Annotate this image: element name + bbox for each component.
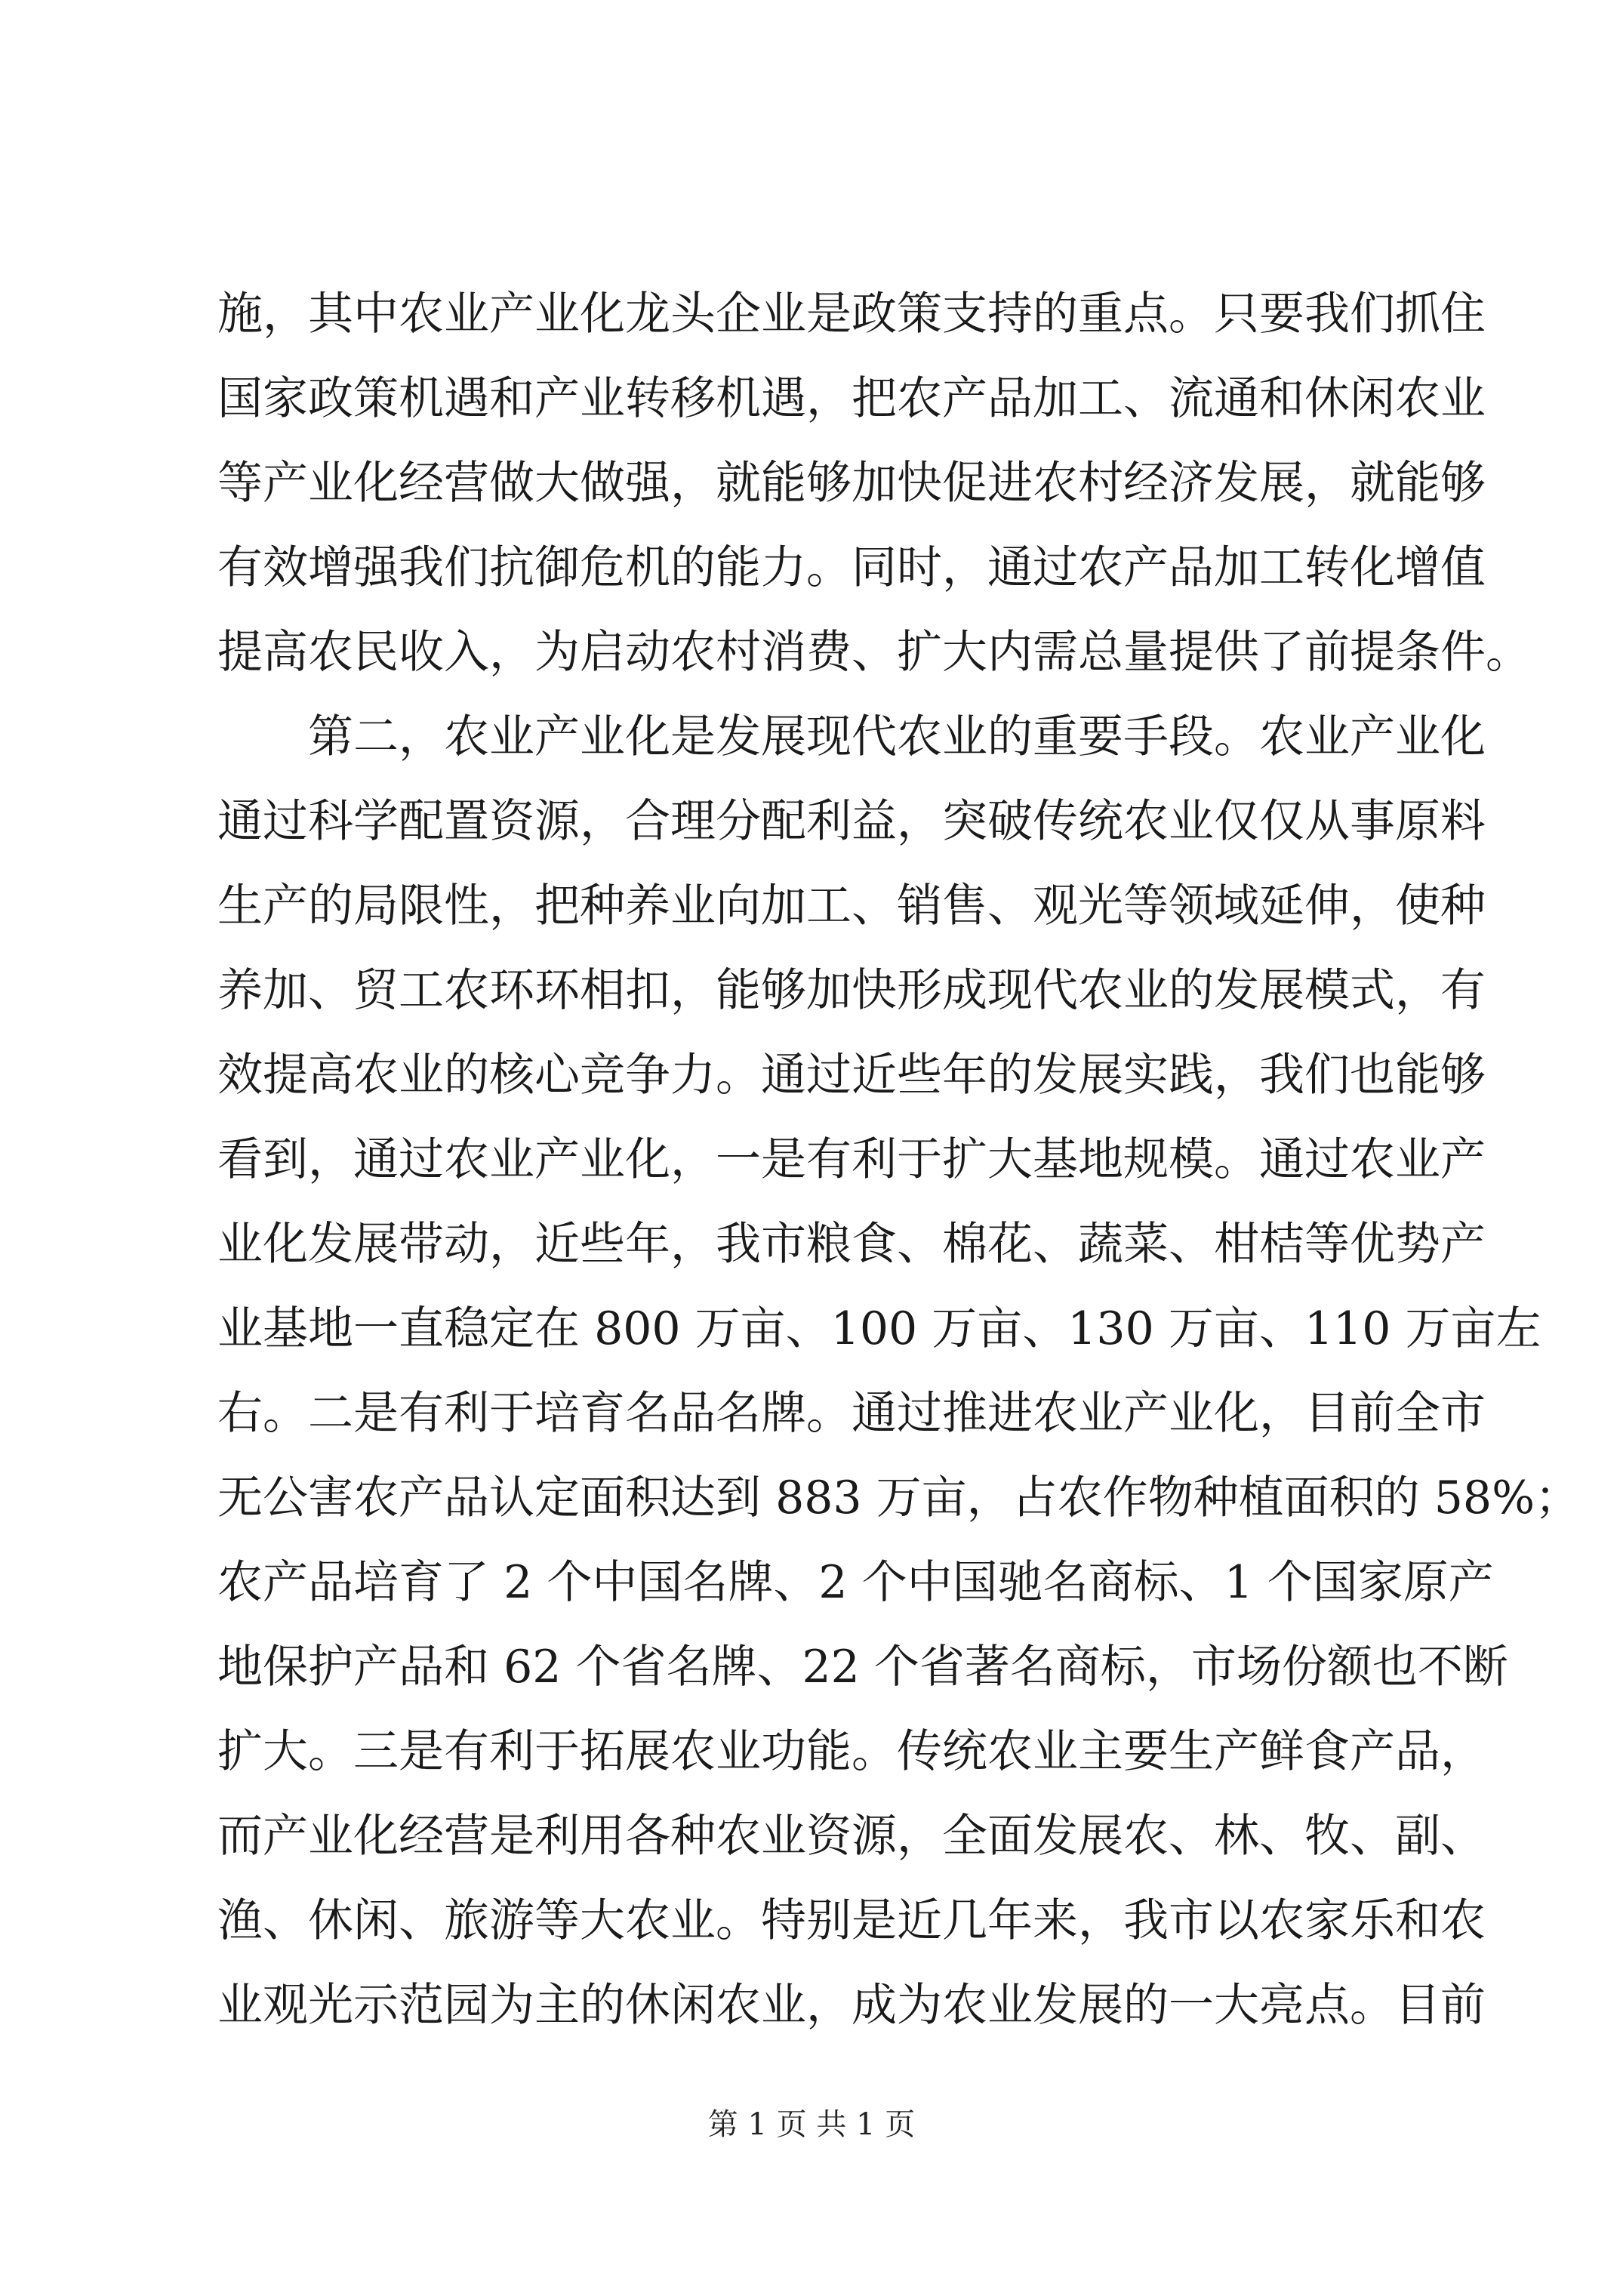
text-line: 扩大。三是有利于拓展农业功能。传统农业主要生产鲜食产品， bbox=[217, 1725, 1486, 1778]
text-line: 地保护产品和 62 个省名牌、22 个省著名商标，市场份额也不断 bbox=[217, 1641, 1508, 1693]
text-line: 渔、休闲、旅游等大农业。特别是近几年来，我市以农家乐和农 bbox=[217, 1894, 1486, 1947]
text-line: 农产品培育了 2 个中国名牌、2 个中国驰名商标、1 个国家原产 bbox=[217, 1556, 1494, 1609]
text-line: 业基地一直稳定在 800 万亩、100 万亩、130 万亩、110 万亩左 bbox=[217, 1302, 1541, 1355]
text-line: 提高农民收入，为启动农村消费、扩大内需总量提供了前提条件。 bbox=[217, 626, 1531, 679]
text-line: 无公害农产品认定面积达到 883 万亩，占农作物种植面积的 58%； bbox=[217, 1472, 1581, 1524]
text-line: 施，其中农业产业化龙头企业是政策支持的重点。只要我们抓住 bbox=[217, 288, 1486, 341]
text-line: 右。二是有利于培育名品名牌。通过推进农业产业化，目前全市 bbox=[217, 1387, 1486, 1440]
text-line: 业观光示范园为主的休闲农业，成为农业发展的一大亮点。目前 bbox=[217, 1979, 1486, 2032]
text-line: 有效增强我们抗御危机的能力。同时，通过农产品加工转化增值 bbox=[217, 541, 1486, 594]
text-line: 生产的局限性，把种养业向加工、销售、观光等领域延伸，使种 bbox=[217, 880, 1486, 932]
page-footer bbox=[0, 2102, 1623, 2147]
text-line: 等产业化经营做大做强，就能够加快促进农村经济发展，就能够 bbox=[217, 457, 1486, 510]
page-number: 第 1 页 共 1 页 bbox=[707, 2107, 916, 2142]
text-line: 国家政策机遇和产业转移机遇，把农产品加工、流通和休闲农业 bbox=[217, 372, 1486, 425]
text-line: 效提高农业的核心竞争力。通过近些年的发展实践，我们也能够 bbox=[217, 1049, 1486, 1102]
text-line: 通过科学配置资源，合理分配利益，突破传统农业仅仅从事原料 bbox=[217, 795, 1486, 848]
text-line: 而产业化经营是利用各种农业资源，全面发展农、林、牧、副、 bbox=[217, 1810, 1486, 1863]
text-line: 看到，通过农业产业化，一是有利于扩大基地规模。通过农业产 bbox=[217, 1133, 1486, 1186]
paragraph-start-line: 第二，农业产业化是发展现代农业的重要手段。农业产业化 bbox=[308, 710, 1486, 763]
body-text bbox=[217, 272, 1581, 2048]
text-line: 业化发展带动，近些年，我市粮食、棉花、蔬菜、柑桔等优势产 bbox=[217, 1218, 1486, 1271]
text-line: 养加、贸工农环环相扣，能够加快形成现代农业的发展模式，有 bbox=[217, 964, 1486, 1017]
